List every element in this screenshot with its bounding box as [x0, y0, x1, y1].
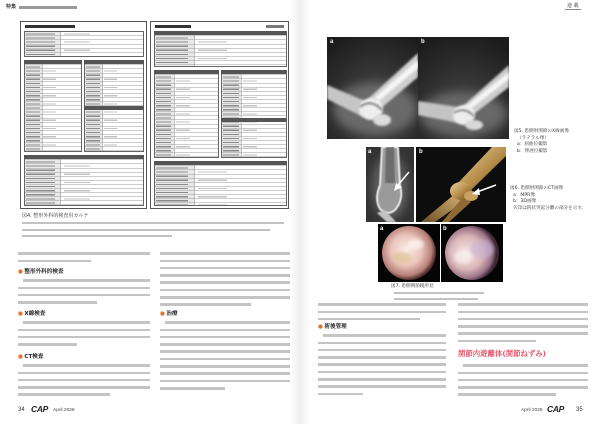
text-line	[18, 284, 150, 291]
text-line	[18, 257, 91, 264]
text-line	[160, 301, 251, 308]
form-text-texture	[198, 162, 227, 205]
text-line	[318, 339, 446, 346]
figure5-caption-line: a：屈曲位撮影	[517, 142, 548, 147]
form-table-history	[24, 60, 82, 152]
text-line	[18, 384, 150, 391]
bullet-icon: ●	[318, 324, 323, 330]
heading-text: CT検査	[24, 354, 44, 360]
figure6-label-a: a	[368, 149, 372, 155]
form-table-gait	[154, 31, 287, 67]
heading-postop-management	[318, 323, 347, 331]
page-gutter	[290, 0, 310, 424]
form-section-header	[154, 31, 287, 35]
text-line	[160, 385, 225, 392]
text-line	[458, 316, 588, 323]
form-section-header	[24, 155, 144, 159]
text-line	[318, 301, 446, 308]
text-line	[160, 326, 290, 333]
text-line	[318, 308, 446, 315]
figure7-caption-line	[394, 292, 484, 294]
heading-text: X線検査	[24, 311, 46, 317]
text-line	[18, 341, 77, 348]
figure5-label-b: b	[421, 39, 425, 45]
ct-mpr-image	[366, 147, 414, 222]
text-line	[318, 316, 420, 323]
figure5-caption-line: （ラテラル像）	[517, 135, 550, 141]
text-line	[160, 265, 290, 272]
arthroscopy-image-b	[441, 224, 503, 282]
figure6-label-b: b	[419, 149, 423, 155]
text-line	[458, 323, 588, 330]
figure6-caption-line: b：3D画像	[513, 199, 537, 204]
figure4-caption-line	[22, 222, 284, 224]
figure6-caption-line: a：MPR像	[513, 192, 535, 198]
text-line	[160, 363, 290, 370]
form-table-summary	[154, 161, 287, 206]
text-line	[318, 354, 446, 361]
text-line	[318, 383, 446, 390]
cap-logo-right: CAP	[547, 404, 565, 414]
figure4-caption-line	[22, 235, 172, 237]
form-page-mark	[266, 25, 284, 28]
form-section-header	[24, 60, 82, 64]
page-number-left: 34	[18, 407, 25, 413]
text-line	[160, 294, 290, 301]
ct-3d-image	[416, 147, 506, 222]
text-line	[458, 377, 588, 384]
paragraph	[160, 319, 290, 392]
text-line	[18, 326, 150, 333]
text-line	[458, 337, 536, 344]
paragraph	[18, 319, 150, 348]
text-line	[318, 332, 446, 339]
form-section-header	[221, 70, 287, 74]
text-line	[18, 277, 150, 284]
heading-text: 治療	[166, 311, 178, 317]
form-section-header	[154, 161, 287, 165]
form-text-texture	[64, 156, 90, 205]
figure5-caption-line: b：伸展位撮影	[517, 148, 548, 154]
text-line	[18, 299, 97, 306]
form-table-forelimb	[154, 70, 219, 158]
form-text-texture	[156, 162, 187, 205]
text-line	[18, 292, 150, 299]
text-line	[318, 376, 446, 383]
feature-title-text	[19, 6, 77, 9]
form-title-mark	[155, 25, 191, 28]
text-line	[458, 308, 588, 315]
text-line	[318, 390, 363, 397]
text-line	[458, 384, 588, 391]
form-text-texture	[43, 61, 55, 151]
text-line	[160, 370, 290, 377]
paragraph	[458, 362, 588, 398]
text-line	[318, 361, 446, 368]
text-line	[160, 355, 290, 362]
cap-logo-left: CAP	[31, 404, 49, 414]
paragraph	[18, 277, 150, 306]
text-line	[458, 362, 588, 369]
form-table-findings	[24, 155, 144, 206]
text-line	[458, 330, 588, 337]
text-line	[160, 286, 290, 293]
paragraph	[18, 362, 150, 398]
text-line	[160, 319, 290, 326]
bullet-icon: ●	[18, 354, 23, 360]
text-line	[18, 334, 150, 341]
issue-date-right: April 2026	[521, 408, 543, 413]
text-line	[18, 377, 150, 384]
figure4-caption-line	[22, 229, 270, 231]
text-line	[458, 301, 588, 308]
form-section-header	[84, 60, 144, 64]
heading-text: 術後管理	[324, 324, 347, 330]
form-text-texture	[26, 156, 54, 205]
form-section-header	[154, 70, 219, 74]
text-line	[458, 391, 556, 398]
paragraph	[318, 332, 446, 398]
heading-treatment	[160, 310, 178, 318]
series-label: 連 載	[567, 3, 579, 9]
form-section-header	[84, 106, 144, 110]
text-line	[18, 391, 110, 398]
xray-extended-image	[418, 37, 509, 139]
form-table-patient-info	[24, 31, 144, 57]
text-line	[160, 257, 290, 264]
form-title-mark	[25, 25, 75, 28]
text-line	[458, 369, 588, 376]
text-line	[18, 319, 150, 326]
column-heading-joint-mouse: 関節内遊離体(関節ねずみ)	[458, 349, 547, 358]
form-text-texture	[26, 61, 39, 151]
text-line	[160, 279, 290, 286]
heading-orthopedic-exam	[18, 268, 64, 276]
text-line	[160, 272, 290, 279]
form-text-texture	[223, 71, 238, 157]
xray-flexed-image	[327, 37, 418, 139]
text-line	[18, 369, 150, 376]
heading-xray-exam	[18, 310, 46, 318]
page-number-right: 35	[576, 407, 583, 413]
figure6-caption-line: 矢印は鈎状突起分離の部分を示す。	[513, 205, 587, 211]
figure7-caption-title: 図7. 患側関節鏡所見	[391, 284, 434, 289]
heading-text: 整形外科的検査	[24, 269, 64, 275]
text-line	[160, 341, 290, 348]
heading-ct-exam	[18, 353, 44, 361]
arthroscopy-image-a	[378, 224, 440, 282]
text-line	[318, 347, 446, 354]
bullet-icon: ●	[160, 311, 165, 317]
text-line	[160, 250, 290, 257]
form-text-texture	[176, 71, 190, 157]
text-line	[18, 362, 150, 369]
figure5-caption-title: 図5. 患側肘関節のX線画像	[514, 129, 569, 134]
issue-date-left: April 2026	[53, 408, 75, 413]
form-text-texture	[156, 71, 171, 157]
bullet-icon: ●	[18, 269, 23, 275]
text-line	[318, 368, 446, 375]
figure7-label-a: a	[380, 226, 384, 232]
text-line	[160, 348, 290, 355]
paragraph	[318, 301, 446, 323]
paragraph	[160, 250, 290, 308]
form-table-hindlimb	[221, 70, 287, 158]
text-line	[18, 250, 150, 257]
form-text-texture	[243, 71, 257, 157]
paragraph	[458, 301, 588, 345]
figure4-caption-title: 図4. 整形外科的検査用カルテ	[22, 213, 89, 219]
form-sheet-page1	[20, 21, 147, 209]
feature-label: 特集	[6, 4, 17, 10]
figure5-label-a: a	[330, 39, 334, 45]
figure7-label-b: b	[443, 226, 447, 232]
paragraph	[18, 250, 150, 265]
form-text-texture	[156, 32, 187, 66]
bullet-icon: ●	[18, 311, 23, 317]
figure6-caption-title: 図6. 患側肘関節のCT画像	[510, 186, 564, 191]
text-line	[160, 334, 290, 341]
text-line	[160, 377, 290, 384]
form-text-texture	[26, 32, 54, 56]
form-section-header	[221, 118, 287, 122]
form-sheet-page2	[150, 21, 289, 209]
form-text-texture	[64, 32, 90, 56]
form-text-texture	[198, 32, 227, 66]
